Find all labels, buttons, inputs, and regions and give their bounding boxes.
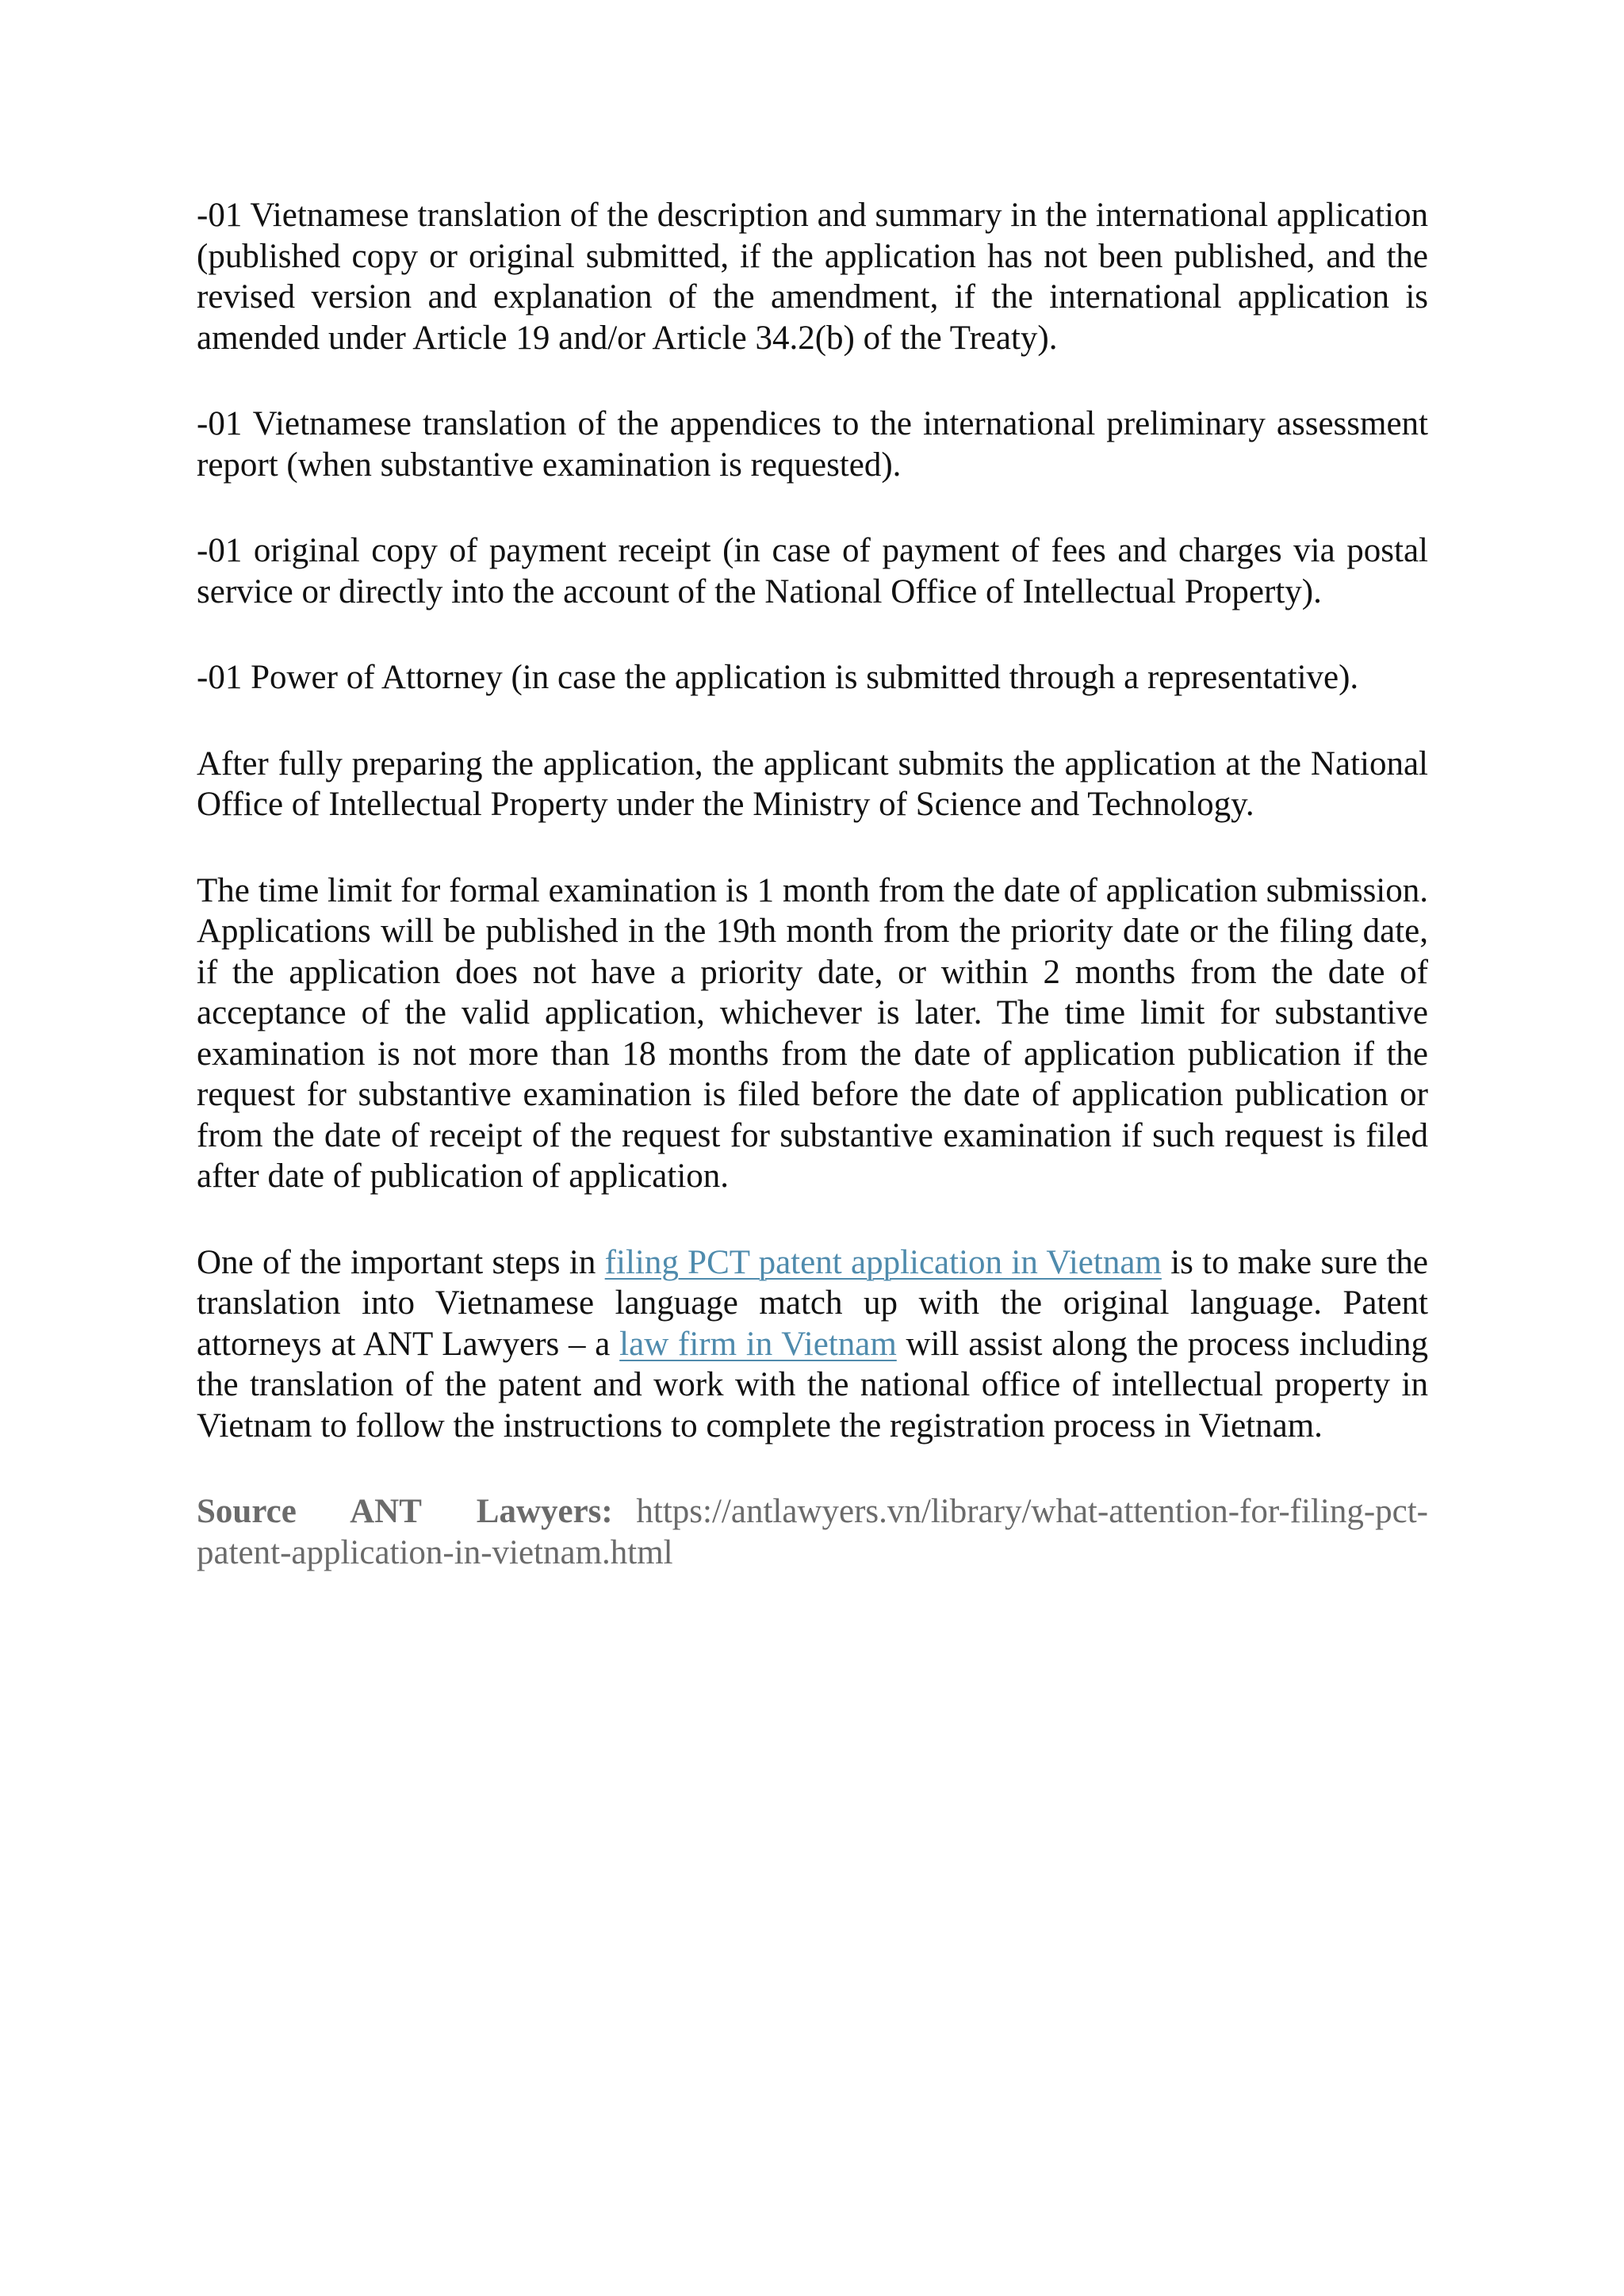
paragraph-time-limits: The time limit for formal examination is 1 month from the date of application submission. Applications will be published in the 19th month from the priority date or the filing date, if the application does not have a priority date, or within 2 months from the date of acceptance of the valid application, whichever is later. The time limit for substantive examination is not more than 18 months from the date of application publication if the request for substantive examination is filed before the date of application publication or from the date of receipt of the request for substantive examination if such request is filed after date of publication of application. [197, 871, 1428, 1195]
paragraph-appendices-translation: -01 Vietnamese translation of the appendices to the international preliminary assessment report (when substantive examination is requested). [197, 405, 1428, 484]
paragraph-power-of-attorney: -01 Power of Attorney (in case the application is submitted through a representative). [197, 659, 1359, 696]
source-url: https://antlawyers.vn/library/what-attention-for-filing-pct-patent-application-in-vietnam.html [197, 1493, 1429, 1571]
paragraph-description-translation: -01 Vietnamese translation of the description and summary in the international application (published copy or original submitted, if the application has not been published, and the revised version and explanation of the amendment, if the international application is amended under Article 19 and/or Article 34.2(b) of the Treaty). [197, 197, 1428, 357]
closing-text-start: One of the important steps in [197, 1243, 605, 1281]
closing-text-middle: is to make sure the translation into Vietnamese language match up with the original language. Patent attorneys at ANT Lawyers – a [197, 1243, 1428, 1363]
source-citation [197, 1491, 1428, 1573]
closing-text-end: will assist along the process including the translation of the patent and work with the national office of intellectual property in Vietnam to follow the instructions to complete the registration process in Vietnam. [197, 1325, 1428, 1445]
source-label: Source ANT Lawyers: [197, 1493, 613, 1530]
paragraph-submission: After fully preparing the application, the applicant submits the application at the National Office of Intellectual Property under the Ministry of Science and Technology. [197, 744, 1428, 823]
link-law-firm-vietnam[interactable]: law firm in Vietnam [619, 1325, 897, 1363]
paragraph-payment-receipt: -01 original copy of payment receipt (in case of payment of fees and charges via postal service or directly into the account of the National Office of Intellectual Property). [197, 532, 1428, 610]
link-filing-pct-patent[interactable]: filing PCT patent application in Vietnam [604, 1243, 1162, 1281]
paragraph-closing [197, 1242, 1428, 1447]
